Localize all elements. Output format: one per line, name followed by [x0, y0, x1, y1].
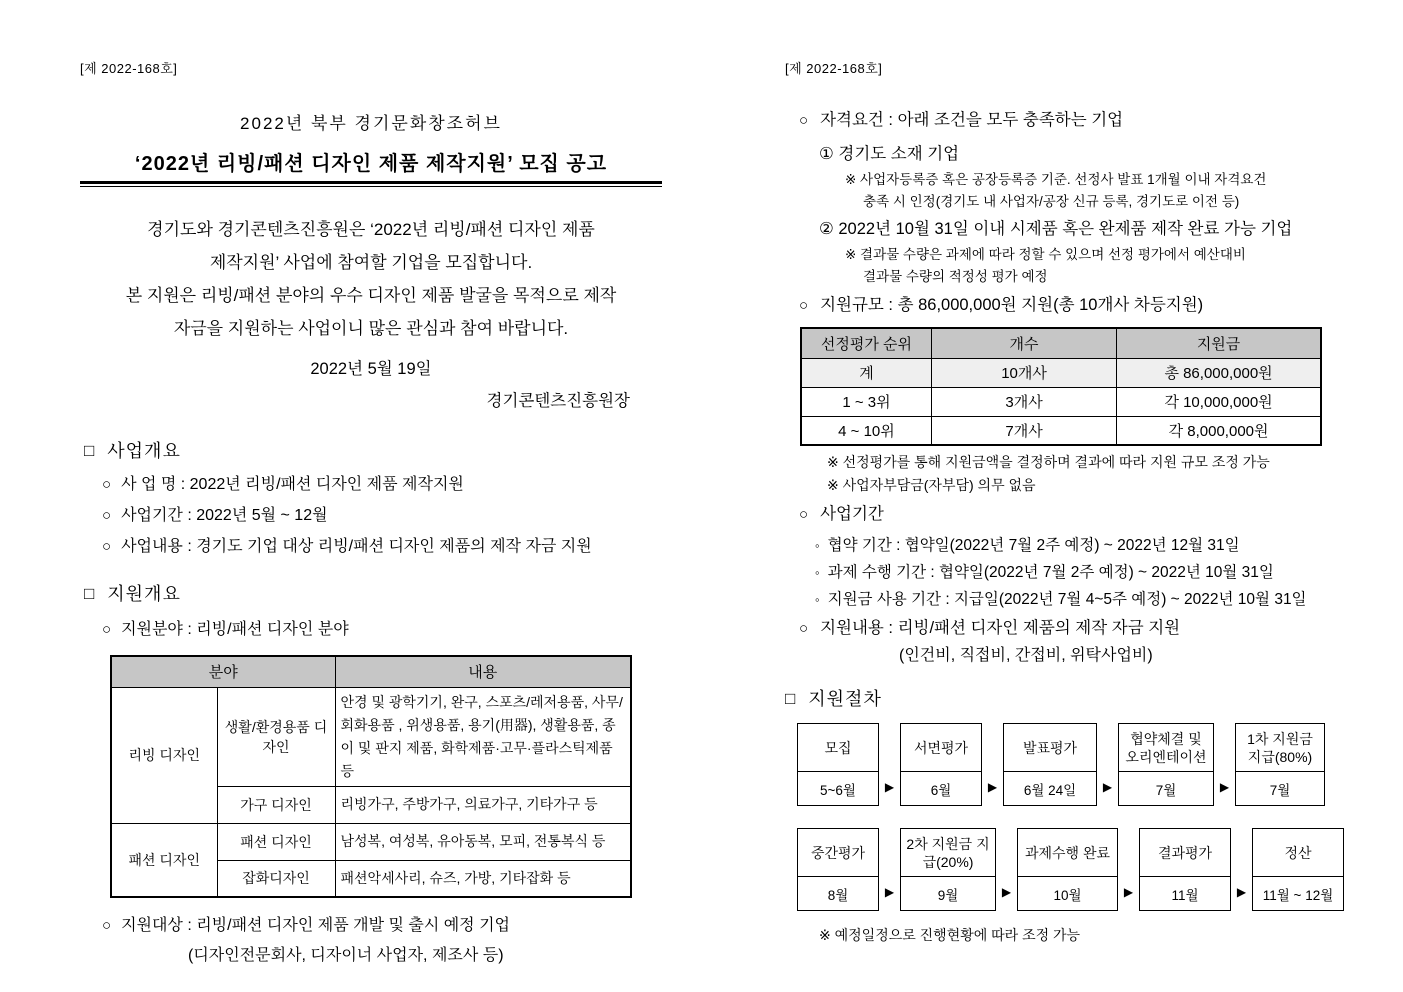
flow-step-interim-review — [797, 828, 879, 911]
arrow-right-icon: ▶ — [1236, 885, 1247, 899]
cell-count: 7개사 — [931, 416, 1116, 445]
funding-table — [800, 327, 1322, 446]
table-row — [111, 687, 631, 786]
flow-step-label: 정산 — [1253, 829, 1343, 877]
cell-content: 안경 및 광학기기, 완구, 스포츠/레저용품, 사무/회화용품 , 위생용품, 용기(用器), 생활용품, 종이 및 판지 제품, 화학제품·고무·플라스틱제품 등 — [335, 687, 631, 786]
overview-item-text: 사업기간 : 2022년 5월 ~ 12월 — [121, 507, 328, 524]
note-line: ※ 결과물 수량은 과제에 따라 정할 수 있으며 선정 평가에서 예산대비 — [845, 247, 1246, 262]
period-item — [815, 532, 1357, 559]
square-bullet-icon: □ — [84, 441, 96, 460]
cell-amount: 각 10,000,000원 — [1117, 387, 1321, 416]
flow-step-first-payment — [1235, 723, 1325, 806]
flow-step-document-review — [900, 723, 982, 806]
title-underline — [80, 186, 662, 187]
circle-bullet-icon: ○ — [102, 476, 112, 493]
cell-content: 남성복, 여성복, 유아동복, 모피, 전통복식 등 — [335, 823, 631, 860]
flow-step-presentation-review — [1003, 723, 1097, 806]
qualification-text: 자격요건 : 아래 조건을 모두 충족하는 기업 — [820, 111, 1124, 129]
scale-text: 지원규모 : 총 86,000,000원 지원(총 10개사 차등지원) — [820, 296, 1204, 314]
doc-number-right: [제 2022-168호] — [785, 61, 883, 76]
support-target-line — [80, 910, 662, 941]
flow-step-label: 발표평가 — [1004, 724, 1096, 772]
overview-item-text: 사 업 명 : 2022년 리빙/패션 디자인 제품 제작지원 — [121, 476, 464, 493]
header-amount: 지원금 — [1117, 328, 1321, 358]
circle-bullet-icon: ○ — [102, 621, 112, 638]
cell-group-fashion: 패션 디자인 — [111, 823, 217, 897]
overview-item — [80, 469, 662, 500]
section-business-overview — [80, 437, 662, 463]
note-line: ※ 사업자부담금(자부담) 의무 없음 — [827, 477, 1036, 493]
header-count: 개수 — [931, 328, 1116, 358]
flow-step-month: 5~6월 — [820, 782, 856, 798]
funding-notes — [785, 451, 1357, 497]
support-field-line — [80, 614, 662, 645]
circle-bullet-icon: ○ — [799, 506, 809, 523]
intro-paragraph — [80, 213, 662, 345]
flow-step-settlement — [1252, 828, 1344, 911]
note-line: 충족 시 인정(경기도 내 사업자/공장 신규 등록, 경기도로 이전 등) — [863, 194, 1240, 209]
period-items — [785, 532, 1357, 613]
cell-subfield: 패션 디자인 — [217, 823, 335, 860]
flow-step-label: 과제수행 완료 — [1018, 829, 1117, 877]
flow-step-recruit — [797, 723, 879, 806]
flow-step-month: 6월 24일 — [1023, 782, 1077, 798]
cell-subfield: 가구 디자인 — [217, 786, 335, 823]
qualification-note-1 — [785, 169, 1357, 213]
arrow-right-icon: ▶ — [884, 780, 895, 794]
flow-step-label: 1차 지원금 지급(80%) — [1236, 724, 1324, 772]
support-target-subline: (디자인전문회사, 디자이너 사업자, 제조사 등) — [188, 947, 504, 964]
intro-line: 본 지원은 리빙/패션 분야의 우수 디자인 제품 발굴을 목적으로 제작 — [125, 286, 617, 305]
cell-group-living: 리빙 디자인 — [111, 687, 217, 823]
flow-step-label: 서면평가 — [901, 724, 981, 772]
overview-item — [80, 500, 662, 531]
process-note: ※ 예정일정으로 진행현황에 따라 조정 가능 — [819, 927, 1081, 943]
flow-step-task-complete — [1017, 828, 1118, 911]
qualification-item-1: ① 경기도 소재 기업 — [819, 145, 960, 163]
page-left — [80, 0, 662, 971]
note-line: ※ 사업자등록증 혹은 공장등록증 기준. 선정사 발표 1개월 이내 자격요건 — [845, 172, 1267, 187]
section-support-overview — [80, 580, 662, 606]
process-flow-row-1 — [797, 723, 1357, 806]
scale-line — [785, 292, 1357, 319]
flow-step-month: 8월 — [827, 887, 849, 903]
circle-bullet-icon: ○ — [102, 917, 112, 934]
intro-line: 경기도와 경기콘텐츠진흥원은 ‘2022년 리빙/패션 디자인 제품 — [147, 220, 595, 239]
section-title: 지원절차 — [808, 689, 882, 709]
flow-step-label: 2차 지원금 지급(20%) — [901, 829, 995, 877]
intro-line: 자금을 지원하는 사업이니 많은 관심과 참여 바랍니다. — [173, 319, 569, 338]
support-target-text: 지원대상 : 리빙/패션 디자인 제품 개발 및 출시 예정 기업 — [121, 917, 510, 934]
flow-step-result-review — [1139, 828, 1231, 911]
square-bullet-icon: □ — [84, 584, 96, 603]
support-field-text: 지원분야 : 리빙/패션 디자인 분야 — [121, 621, 349, 638]
arrow-right-icon: ▶ — [1123, 885, 1134, 899]
page-right — [785, 0, 1357, 945]
flow-step-agreement — [1118, 723, 1214, 806]
arrow-right-icon: ▶ — [884, 885, 895, 899]
cell-subfield: 생활/환경용품 디자인 — [217, 687, 335, 786]
arrow-right-icon: ▶ — [987, 780, 998, 794]
design-field-table — [110, 655, 632, 898]
flow-step-month: 9월 — [937, 887, 959, 903]
cell-content: 패션악세사리, 슈즈, 가방, 기타잡화 등 — [335, 860, 631, 897]
intro-line: 제작지원’ 사업에 참여할 기업을 모집합니다. — [209, 253, 533, 272]
period-item-text: 협약 기간 : 협약일(2022년 7월 2주 예정) ~ 2022년 12월 31일 — [827, 537, 1240, 554]
flow-step-month: 11월 — [1171, 887, 1199, 903]
doc-number-left: [제 2022-168호] — [80, 61, 178, 76]
header-content: 내용 — [335, 656, 631, 687]
small-circle-bullet-icon: ◦ — [815, 538, 820, 553]
arrow-right-icon: ▶ — [1219, 780, 1230, 794]
business-overview-items — [80, 469, 662, 562]
period-title-line — [785, 501, 1357, 528]
cell-rank: 4 ~ 10위 — [801, 416, 931, 445]
flow-step-label: 모집 — [798, 724, 878, 772]
table-row-total — [801, 358, 1321, 387]
flow-step-label: 중간평가 — [798, 829, 878, 877]
table-row — [801, 416, 1321, 445]
content-line — [785, 615, 1357, 642]
small-circle-bullet-icon: ◦ — [815, 565, 820, 580]
flow-step-month: 7월 — [1269, 782, 1291, 798]
table-row — [801, 387, 1321, 416]
square-bullet-icon: □ — [785, 689, 797, 708]
overview-item — [80, 531, 662, 562]
cell-amount: 각 8,000,000원 — [1117, 416, 1321, 445]
period-item — [815, 559, 1357, 586]
circle-bullet-icon: ○ — [799, 112, 809, 129]
small-circle-bullet-icon: ◦ — [815, 592, 820, 607]
arrow-right-icon: ▶ — [1102, 780, 1113, 794]
qualification-note-2 — [785, 244, 1357, 288]
qualification-line — [785, 107, 1357, 134]
content-subline: (인건비, 직접비, 간접비, 위탁사업비) — [899, 647, 1153, 664]
cell-content: 리빙가구, 주방가구, 의료가구, 기타가구 등 — [335, 786, 631, 823]
circle-bullet-icon: ○ — [102, 538, 112, 555]
note-line: ※ 선정평가를 통해 지원금액을 결정하며 결과에 따라 지원 규모 조정 가능 — [827, 454, 1270, 470]
flow-step-month: 11월 ~ 12월 — [1262, 887, 1334, 903]
section-process — [785, 685, 1357, 711]
cell-count: 10개사 — [931, 358, 1116, 387]
flow-step-label: 결과평가 — [1140, 829, 1230, 877]
header-field: 분야 — [111, 656, 335, 687]
cell-amount: 총 86,000,000원 — [1117, 358, 1321, 387]
flow-step-label: 협약체결 및 오리엔테이션 — [1119, 724, 1213, 772]
cell-rank: 계 — [801, 358, 931, 387]
cell-count: 3개사 — [931, 387, 1116, 416]
table-row — [111, 823, 631, 860]
flow-step-month: 7월 — [1155, 782, 1177, 798]
announcement-signer: 경기콘텐츠진흥원장 — [486, 392, 630, 410]
period-item-text: 지원금 사용 기간 : 지급일(2022년 7월 4~5주 예정) ~ 2022년 10월 31일 — [827, 591, 1307, 608]
process-flow-row-2 — [797, 828, 1357, 911]
section-title: 지원개요 — [107, 584, 181, 604]
announcement-date: 2022년 5월 19일 — [310, 360, 432, 378]
circle-bullet-icon: ○ — [799, 620, 809, 637]
cell-rank: 1 ~ 3위 — [801, 387, 931, 416]
flow-step-month: 6월 — [930, 782, 952, 798]
flow-step-second-payment — [900, 828, 996, 911]
header-rank: 선정평가 순위 — [801, 328, 931, 358]
note-line: 결과물 수량의 적정성 평가 예정 — [863, 269, 1048, 284]
table-header-row — [111, 656, 631, 687]
content-text: 지원내용 : 리빙/패션 디자인 제품의 제작 자금 지원 — [820, 619, 1181, 637]
qualification-item-2: ② 2022년 10월 31일 이내 시제품 혹은 완제품 제작 완료 가능 기업 — [819, 220, 1293, 238]
flow-step-month: 10월 — [1053, 887, 1082, 903]
cell-subfield: 잡화디자인 — [217, 860, 335, 897]
program-subtitle: 2022년 북부 경기문화창조허브 — [240, 114, 502, 133]
period-item — [815, 586, 1357, 613]
overview-item-text: 사업내용 : 경기도 기업 대상 리빙/패션 디자인 제품의 제작 자금 지원 — [121, 538, 592, 555]
table-header-row — [801, 328, 1321, 358]
announcement-title: ‘2022년 리빙/패션 디자인 제품 제작지원’ 모집 공고 — [80, 147, 662, 184]
period-item-text: 과제 수행 기간 : 협약일(2022년 7월 2주 예정) ~ 2022년 10월 31일 — [827, 564, 1274, 581]
circle-bullet-icon: ○ — [799, 297, 809, 314]
section-title: 사업개요 — [107, 441, 181, 461]
period-title-text: 사업기간 — [820, 505, 884, 523]
circle-bullet-icon: ○ — [102, 507, 112, 524]
arrow-right-icon: ▶ — [1001, 885, 1012, 899]
